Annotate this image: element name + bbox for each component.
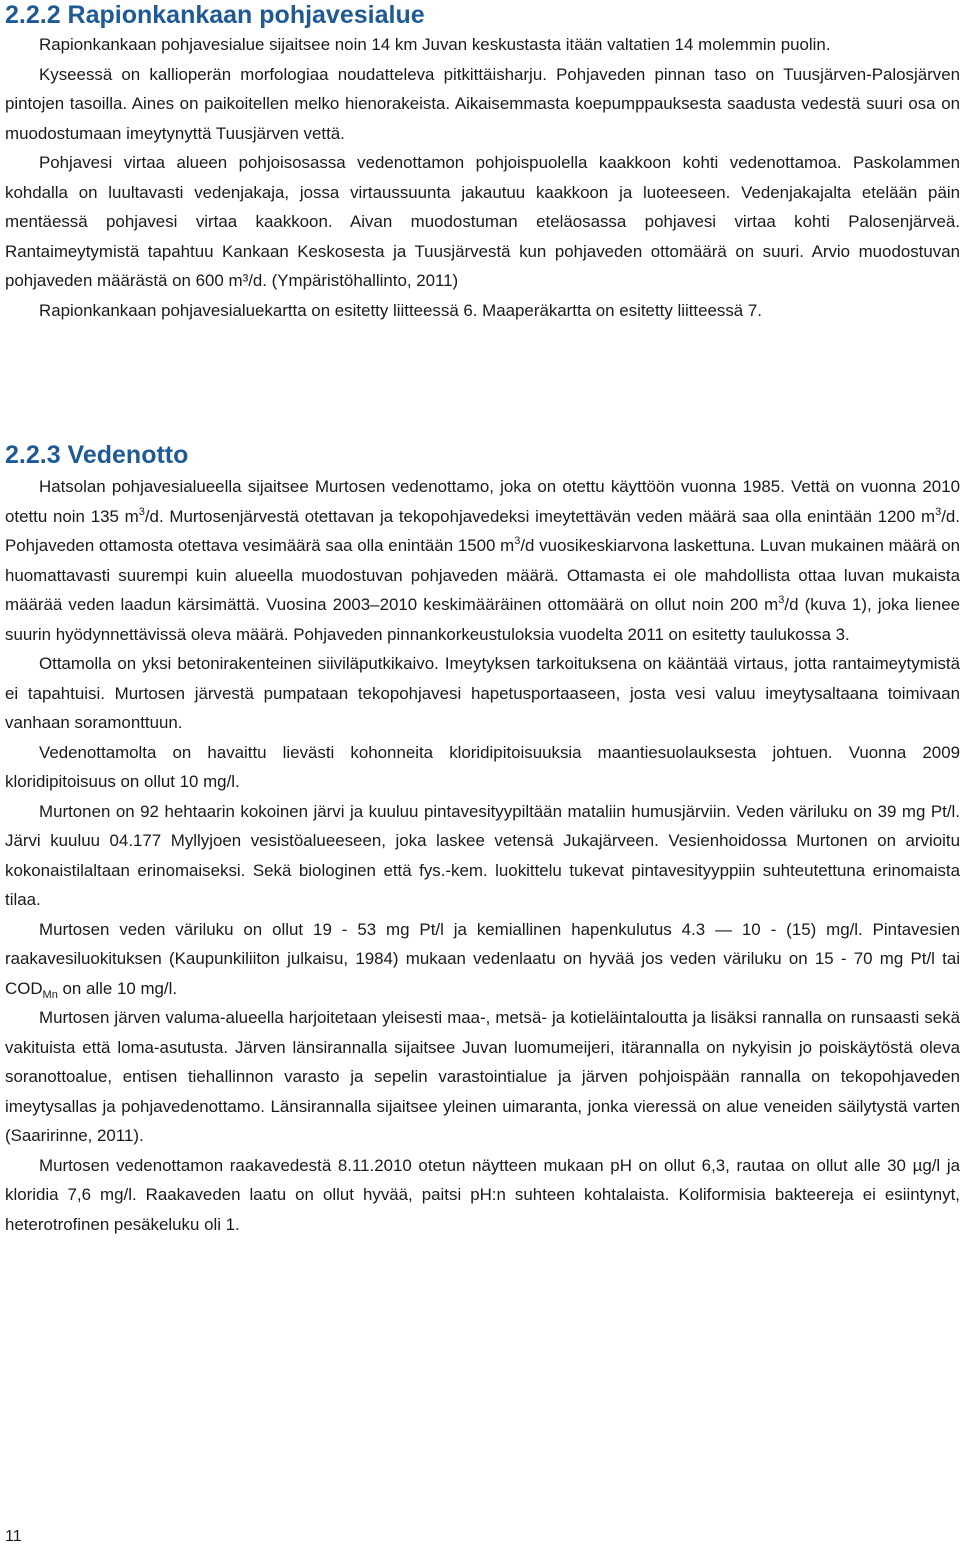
superscript: 3 (935, 505, 942, 518)
paragraph: Pohjavesi virtaa alueen pohjoisosassa vedenottamon pohjoispuolella kaakkoon kohti vedenottamoa. Paskolammen kohdalla on luultavasti vedenjakaja, jossa virtaussuunta jakautuu kaakkoon ja luoteeseen. Vedenjakajalta etelään päin mentäessä pohjavesi virtaa kaakkoon. Aivan muodostuman eteläosassa pohjavesi virtaa kohti Palosenjärveä. Rantaimeytymistä tapahtuu Kankaan Keskosesta ja Tuusjärvestä kun pohjaveden ottomäärä on suuri. Arvio muodostuvan pohjaveden määrästä on 600 m³/d. (Ympäristöhallinto, 2011) (5, 153, 960, 290)
section-body-rapionkangas (5, 30, 960, 325)
section-heading-rapionkangas: 2.2.2 Rapionkankaan pohjavesialue (5, 1, 425, 29)
paragraph: Rapionkankaan pohjavesialue sijaitsee noin 14 km Juvan keskustasta itään valtatien 14 molemmin puolin. (39, 35, 831, 54)
paragraph (5, 915, 960, 1004)
text-run: Hatsolan pohjavesialueella sijaitsee Murtosen vedenottamo, joka on otettu käyttöön vuonna 1985. Vettä on vuonna 2010 otettu noin 135 m (5, 477, 960, 526)
text-run: /d vuosikeskiarvona laskettuna. Luvan mukainen määrä on huomattavasti suurempi kuin alueella muodostuvan pohjaveden määrä. Ottamasta ei ole mahdollista ottaa luvan mukaista määrää veden laadun kärsimättä. Vuosina 2003–2010 keskimääräinen ottomäärä on ollut noin 200 m (5, 536, 960, 614)
text-run: /d. Pohjaveden ottamosta otettava vesimäärä saa olla enintään 1500 m (5, 506, 960, 555)
subscript: Mn (42, 988, 58, 1001)
page-number: 11 (5, 1528, 22, 1545)
paragraph (5, 472, 960, 649)
section-heading-vedenotto: 2.2.3 Vedenotto (5, 441, 189, 469)
text-run: Murtosen veden väriluku on ollut 19 - 53 mg Pt/l ja kemiallinen hapenkulutus 4.3 — 10 - (15) mg/l. Pintavesien raakavesiluokituksen (Kaupunkiliiton julkaisu, 1984) mukaan vedenlaatu on hyvää jos veden väriluku on 15 - 70 mg Pt/l tai COD (5, 919, 960, 998)
paragraph: Murtosen vedenottamon raakavedestä 8.11.2010 otetun näytteen mukaan pH on ollut 6,3, rautaa on ollut alle 30 µg/l ja kloridia 7,6 mg/l. Raakaveden laatu on ollut hyvää, paitsi pH:n suhteen kohtalaista. Koliformisia bakteereja ei esiintynyt, heterotrofinen pesäkeluku oli 1. (5, 1155, 960, 1234)
paragraph: Rapionkankaan pohjavesialuekartta on esitetty liitteessä 6. Maaperäkartta on esitetty liitteessä 7. (39, 300, 762, 320)
superscript: 3 (514, 535, 521, 547)
text-run: on alle 10 mg/l. (57, 978, 178, 998)
paragraph: Murtonen on 92 hehtaarin kokoinen järvi ja kuuluu pintavesityypiltään mataliin humusjärviin. Veden väriluku on 39 mg Pt/l. Järvi kuuluu 04.177 Myllyjoen vesistöalueeseen, joka laskee vetensä Jukajärveen. Vesienhoidossa Murtonen on arvioitu kokonaistilaltaan erinomaiseksi. Sekä biologinen että fys.-kem. luokittelu tukevat pintavesityyppiin suhteutettuna erinomaista tilaa. (5, 801, 960, 909)
superscript: 3 (778, 594, 785, 606)
paragraph: Kyseessä on kallioperän morfologiaa noudatteleva pitkittäisharju. Pohjaveden pinnan taso on Tuusjärven-Palosjärven pintojen tasoilla. Aines on paikoitellen melko hienorakeista. Aikaisemmasta koepumppauksesta saadusta vedestä suuri osa on muodostumaan imeytynyttä Tuusjärven vettä. (5, 64, 960, 143)
text-run: /d. Murtosenjärvestä otettavan ja tekopohjavedeksi imeytettävän veden määrä saa olla enintään 1200 m (144, 506, 936, 526)
paragraph: Vedenottamolta on havaittu lievästi kohonneita kloridipitoisuuksia maantiesuolauksesta johtuen. Vuonna 2009 kloridipitoisuus on ollut 10 mg/l. (5, 742, 960, 791)
paragraph: Ottamolla on yksi betonirakenteinen siiviläputkikaivo. Imeytyksen tarkoituksena on kääntää virtaus, jotta rantaimeytymistä ei tapahtuisi. Murtosen järvestä pumpataan tekopohjavesi hapetusportaaseen, josta vesi valuu imeytysaltaana toimivaan vanhaan soramonttuun. (5, 654, 960, 732)
text-run: /d (kuva 1), joka lienee suurin hyödynnettävissä oleva määrä. Pohjaveden pinnankorkeustuloksia vuodelta 2011 on esitetty taulukossa 3. (5, 595, 960, 644)
section-body-vedenotto (5, 472, 960, 1239)
superscript: 3 (138, 505, 145, 518)
paragraph: Murtosen järven valuma-alueella harjoitetaan yleisesti maa-, metsä- ja kotieläintaloutta ja lisäksi rannalla on runsaasti sekä vakituista että loma-asutusta. Järven länsirannalla sijaitsee Juvan luomumeijeri, itärannalla on nykyisin jo poiskäytöstä oleva soranottoalue, entisen tiehallinnon varasto ja sepelin varastointialue ja järven pohjoispään rannalla on tekopohjaveden imeytysallas ja pohjavedenottamo. Länsirannalla sijaitsee yleinen uimaranta, jonka vieressä on alue veneiden säilytystä varten (Saaririnne, 2011). (5, 1008, 960, 1145)
